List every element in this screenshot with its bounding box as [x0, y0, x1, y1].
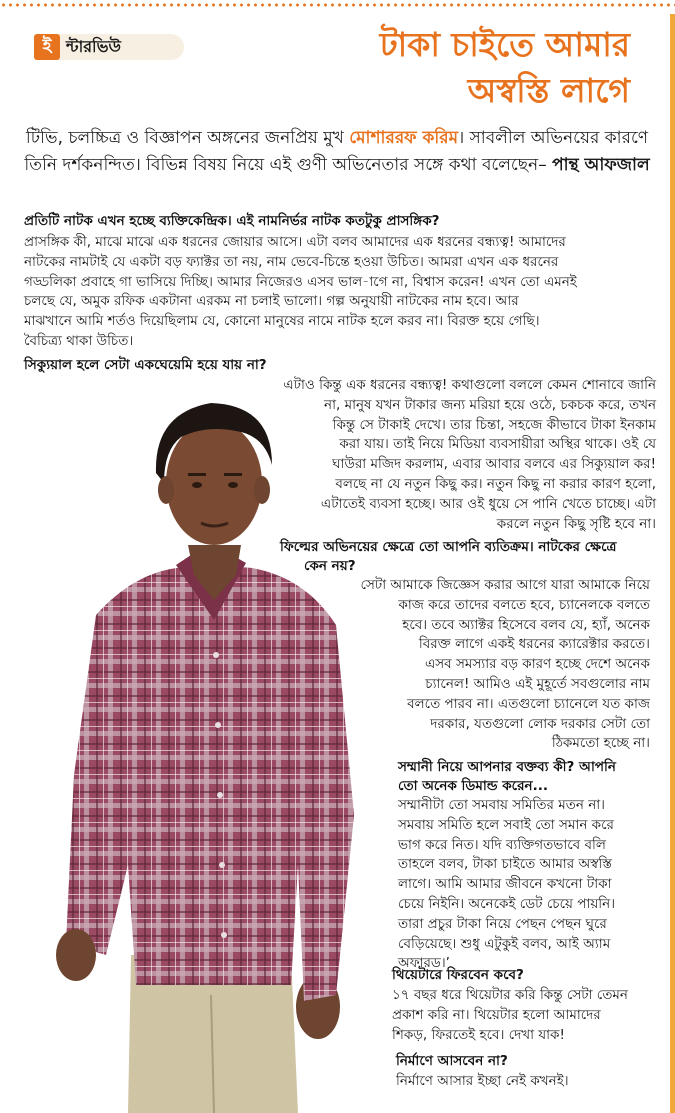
- intro-text-1: টিভি, চলচ্চিত্র ও বিজ্ঞাপন অঙ্গনের জনপ্রিয় মুখ: [25, 128, 350, 148]
- question-1: [24, 212, 654, 231]
- section-tag: [34, 34, 184, 60]
- section-tag-label: ন্টারভিউ: [66, 36, 121, 56]
- intro-actor-name: মোশাররফ করিম: [349, 128, 459, 148]
- answer-line: গড্ডলিকা প্রবাহে গা ভাসিয়ে দিচ্ছি। আমার নিজেরও এসব ভাল-াগে না, বিশ্বাস করেন! এখন তো এমনই: [24, 273, 577, 290]
- question-5: [392, 966, 656, 985]
- question-line: নির্মাণে আসবেন না?: [396, 1053, 508, 1069]
- actor-photo: [36, 395, 396, 1113]
- answer-5: [392, 986, 658, 1045]
- answer-line: সমবায় সমিতি হলে সবাই তো সমান করে: [398, 816, 614, 833]
- answer-line: মাঝখানে আমি শর্তও দিয়েছিলাম যে, কোনো মানুষের নামে নাটক হলে করব না। বিরক্ত হয়ে গেছি।: [24, 313, 540, 330]
- answer-4: [398, 796, 660, 974]
- answer-line: এটাও কিন্তু এক ধরনের বন্ধ্যত্ব! কথাগুলো বললে কেমন শোনাবে জানি: [283, 377, 656, 393]
- answer-line: প্রকাশ করি না। থিয়েটার হলো আমাদের: [392, 1006, 601, 1023]
- answer-line: বলছে না যে নতুন কিছু কর। নতুন কিছু না করার কারণ হলো,: [335, 475, 656, 492]
- answer-line: চলছে যে, অমুক রফিক একটানা এরকম না চলাই ভালো। গল্প অনুযায়ী নাটকের নাম হবে। আর: [24, 293, 519, 310]
- question-line: সিক্যুয়াল হলে সেটা একঘেয়েমি হয়ে যায় না?: [24, 357, 267, 373]
- orange-side-bar: [670, 14, 675, 1113]
- answer-line: কিন্তু সে টাকাই দেখে। তার চিন্তা, সহজে কীভাবে টাকা ইনকাম: [332, 416, 656, 433]
- dotted-top-border: [0, 0, 675, 10]
- headline-line-1: টাকা চাইতে আমার: [379, 25, 630, 64]
- answer-6: [396, 1072, 656, 1092]
- answer-line: বেড়িয়েছে। শুধু এটুকুই বলব, আই অ্যাম: [398, 935, 611, 952]
- question-line: থিয়েটারে ফিরবেন কবে?: [392, 967, 524, 983]
- answer-line: হবে। তবে অ্যাক্টর হিসেবে বলব যে, হ্যাঁ, অনেক: [402, 616, 650, 633]
- answer-line: তারা প্রচুর টাকা নিয়ে পেছন পেছন ঘুরে: [398, 915, 607, 932]
- answer-line: বিরক্ত লাগে একই ধরনের ক্যারেক্টার করতে।: [418, 636, 650, 653]
- answer-line: শিকড়, ফিরতেই হবে। দেখা যাক!: [392, 1026, 565, 1043]
- question-6: [396, 1052, 656, 1071]
- answer-line: চেয়ে নিইনি। অনেকেই ডেট চেয়ে পায়নি।: [398, 895, 616, 912]
- answer-line: ঘাউরা মজিদ করলাম, এবার আবার বলবে এর সিক্যুয়াল কর!: [332, 456, 656, 473]
- answer-line: অফারড।’: [398, 955, 450, 972]
- question-line: সম্মানী নিয়ে আপনার বক্তব্য কী? আপনি: [398, 759, 616, 775]
- intro-author: পান্থ আফজাল: [552, 155, 650, 175]
- question-4: [398, 758, 658, 796]
- answer-1: [24, 233, 654, 352]
- headline: [230, 22, 630, 114]
- answer-line: এটাতেই ব্যবসা হচ্ছে। আর ওই ধুয়ে সে পানি খেতে চাচ্ছে। এটা: [320, 495, 656, 512]
- answer-line: দরকার, যতগুলো লোক দরকার সেটা তো: [430, 715, 650, 732]
- answer-line: লাগে। আমি আমার জীবনে কখনো টাকা: [398, 876, 612, 893]
- section-tag-initial: ই: [34, 34, 60, 60]
- answer-line: তাহলে বলব, টাকা চাইতে আমার অস্বস্তি: [398, 856, 612, 873]
- question-line: প্রতিটি নাটক এখন হচ্ছে ব্যক্তিকেন্দ্রিক। এই নামনির্ভর নাটক কতটুকু প্রাসঙ্গিক?: [24, 213, 440, 229]
- answer-line: বৈচিত্র্য থাকা উচিত।: [24, 332, 134, 349]
- answer-line: নির্মাণে আসার ইচ্ছা নেই কখনই।: [396, 1073, 569, 1089]
- answer-line: প্রাসঙ্গিক কী, মাঝে মাঝে এক ধরনের জোয়ার আসে। এটা বলব আমাদের এক ধরনের বন্ধ্যত্ব! আমাদের: [24, 234, 566, 250]
- question-line: কেন নয়?: [304, 558, 356, 574]
- answer-line: ঠিকমতো হচ্ছে না।: [551, 735, 650, 752]
- answer-line: চ্যানেল! আমিও এই মুহূর্তে সবগুলোর নাম: [425, 675, 650, 692]
- answer-line: না, মানুষ যখন টাকার জন্য মরিয়া হয়ে ওঠে, চকচক করে, তখন: [324, 396, 656, 413]
- answer-line: করা যায়। তাই নিয়ে মিডিয়া ব্যবসায়ীরা অস্থির থাকে। ওই যে: [339, 436, 656, 453]
- answer-line: নাটকের নামটাই যে একটা বড় ফ্যাক্টর তা নয়, নাম ভেবে-চিন্তে হওয়া উচিত। আমরা এখন এক ধরনের: [24, 253, 559, 270]
- intro-paragraph: [22, 125, 652, 179]
- question-line: তো অনেক ডিমান্ড করেন...: [398, 778, 548, 794]
- intro-text-2: । সাবলীল অভিনয়ের কারণে তিনি দর্শকনন্দিত। বিভিন্ন বিষয় নিয়ে এই গুণী অভিনেতার সঙ্গে কথা বলেছেন–: [24, 128, 649, 175]
- answer-line: বলতে পারব না। এতগুলো চ্যানেলে যত কাজ: [407, 695, 650, 712]
- answer-line: ভাগ করে নিত। যদি ব্যক্তিগতভাবে বলি: [398, 836, 606, 853]
- question-2: [24, 356, 624, 375]
- headline-line-2: অস্বস্তি লাগে: [467, 71, 630, 110]
- answer-line: এসব সমস্যার বড় কারণ হচ্ছে দেশে অনেক: [424, 656, 650, 673]
- question-line: ফিল্মের অভিনয়ের ক্ষেত্রে তো আপনি ব্যতিক্রম। নাটকের ক্ষেত্রে: [280, 539, 617, 555]
- answer-line: করলে নতুন কিছু সৃষ্টি হবে না।: [496, 515, 656, 532]
- answer-line: সম্মানীটা তো সমবায় সমিতির মতন না।: [398, 797, 605, 813]
- answer-line: ১৭ বছর ধরে থিয়েটার করি কিন্তু সেটা তেমন: [392, 987, 628, 1003]
- answer-line: সেটা আমাকে জিজ্ঞেস করার আগে যারা আমাকে নিয়ে: [360, 577, 650, 593]
- answer-line: কাজ করে তাদের বলতে হবে, চ্যানেলকে বলতে: [398, 596, 650, 613]
